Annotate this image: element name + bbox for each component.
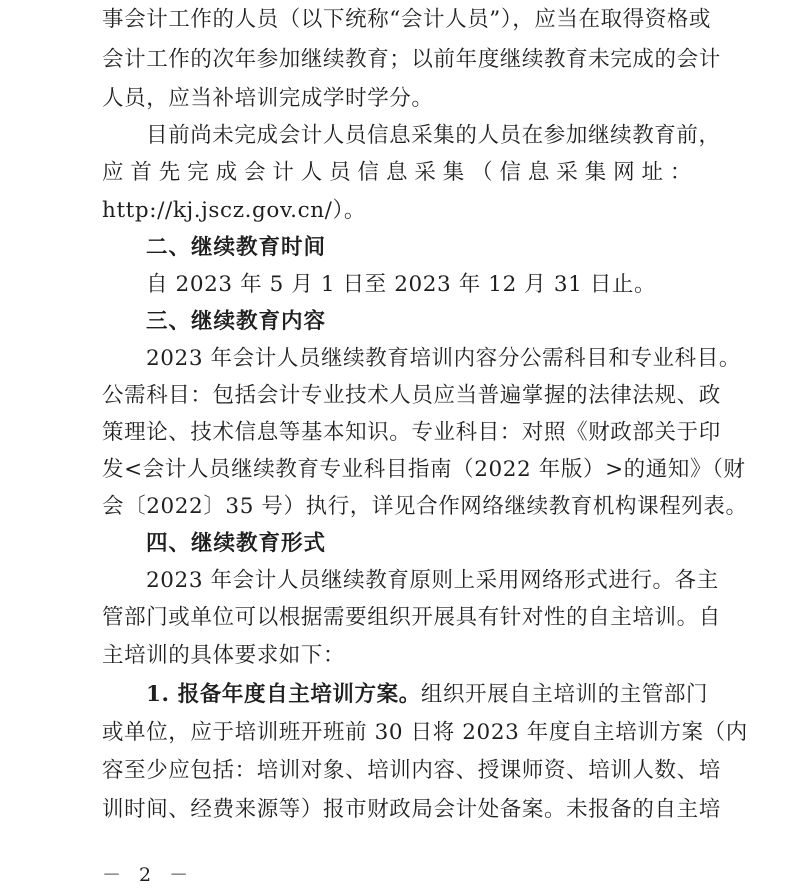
body-text-line: 发<会计人员继续教育专业科目指南（2022 年版）>的通知》（财 <box>102 457 746 482</box>
body-text-line: 容至少应包括：培训对象、培训内容、授课师资、培训人数、培 <box>102 758 721 783</box>
body-text-line: 人员，应当补培训完成学时学分。 <box>102 86 434 111</box>
body-text-line: 主培训的具体要求如下： <box>102 643 346 668</box>
list-item-1-text: 组织开展自主培训的主管部门 <box>420 682 709 707</box>
body-text-line: 自 2023 年 5 月 1 日至 2023 年 12 月 31 日止。 <box>146 272 657 297</box>
body-text-line: 或单位，应于培训班开班前 30 日将 2023 年度自主培训方案（内 <box>102 720 748 745</box>
list-item-1-lead: 1. 报备年度自主培训方案。 <box>146 682 421 707</box>
section-heading-form: 四、继续教育形式 <box>146 531 327 556</box>
body-text-line: 策理论、技术信息等基本知识。专业科目：对照《财政部关于印 <box>102 420 721 445</box>
body-text-line: 会计工作的次年参加继续教育；以前年度继续教育未完成的会计 <box>102 47 721 72</box>
body-text-line: 2023 年会计人员继续教育原则上采用网络形式进行。各主 <box>146 568 719 593</box>
body-text-line: 训时间、经费来源等）报市财政局会计处备案。未报备的自主培 <box>102 797 721 822</box>
body-text-line: 管部门或单位可以根据需要组织开展具有针对性的自主培训。自 <box>102 605 721 630</box>
body-text-line: 2023 年会计人员继续教育培训内容分公需科目和专业科目。 <box>146 346 741 371</box>
page-number: － 2 － <box>102 864 195 886</box>
url-text-line: http://kj.jscz.gov.cn/）。 <box>102 198 366 223</box>
body-text-line: 会〔2022〕35 号）执行，详见合作网络继续教育机构课程列表。 <box>102 494 748 519</box>
list-item-1-line <box>146 680 709 710</box>
section-heading-time: 二、继续教育时间 <box>146 235 327 260</box>
body-text-line: 事会计工作的人员（以下统称“会计人员”），应当在取得资格或 <box>102 7 712 32</box>
section-heading-content: 三、继续教育内容 <box>146 309 327 334</box>
body-text-line: 公需科目：包括会计专业技术人员应当普遍掌握的法律法规、政 <box>102 383 721 408</box>
body-text-line: 目前尚未完成会计人员信息采集的人员在参加继续教育前， <box>146 123 721 148</box>
body-text-line: 应首先完成会计人员信息采集（信息采集网址： <box>102 160 692 185</box>
